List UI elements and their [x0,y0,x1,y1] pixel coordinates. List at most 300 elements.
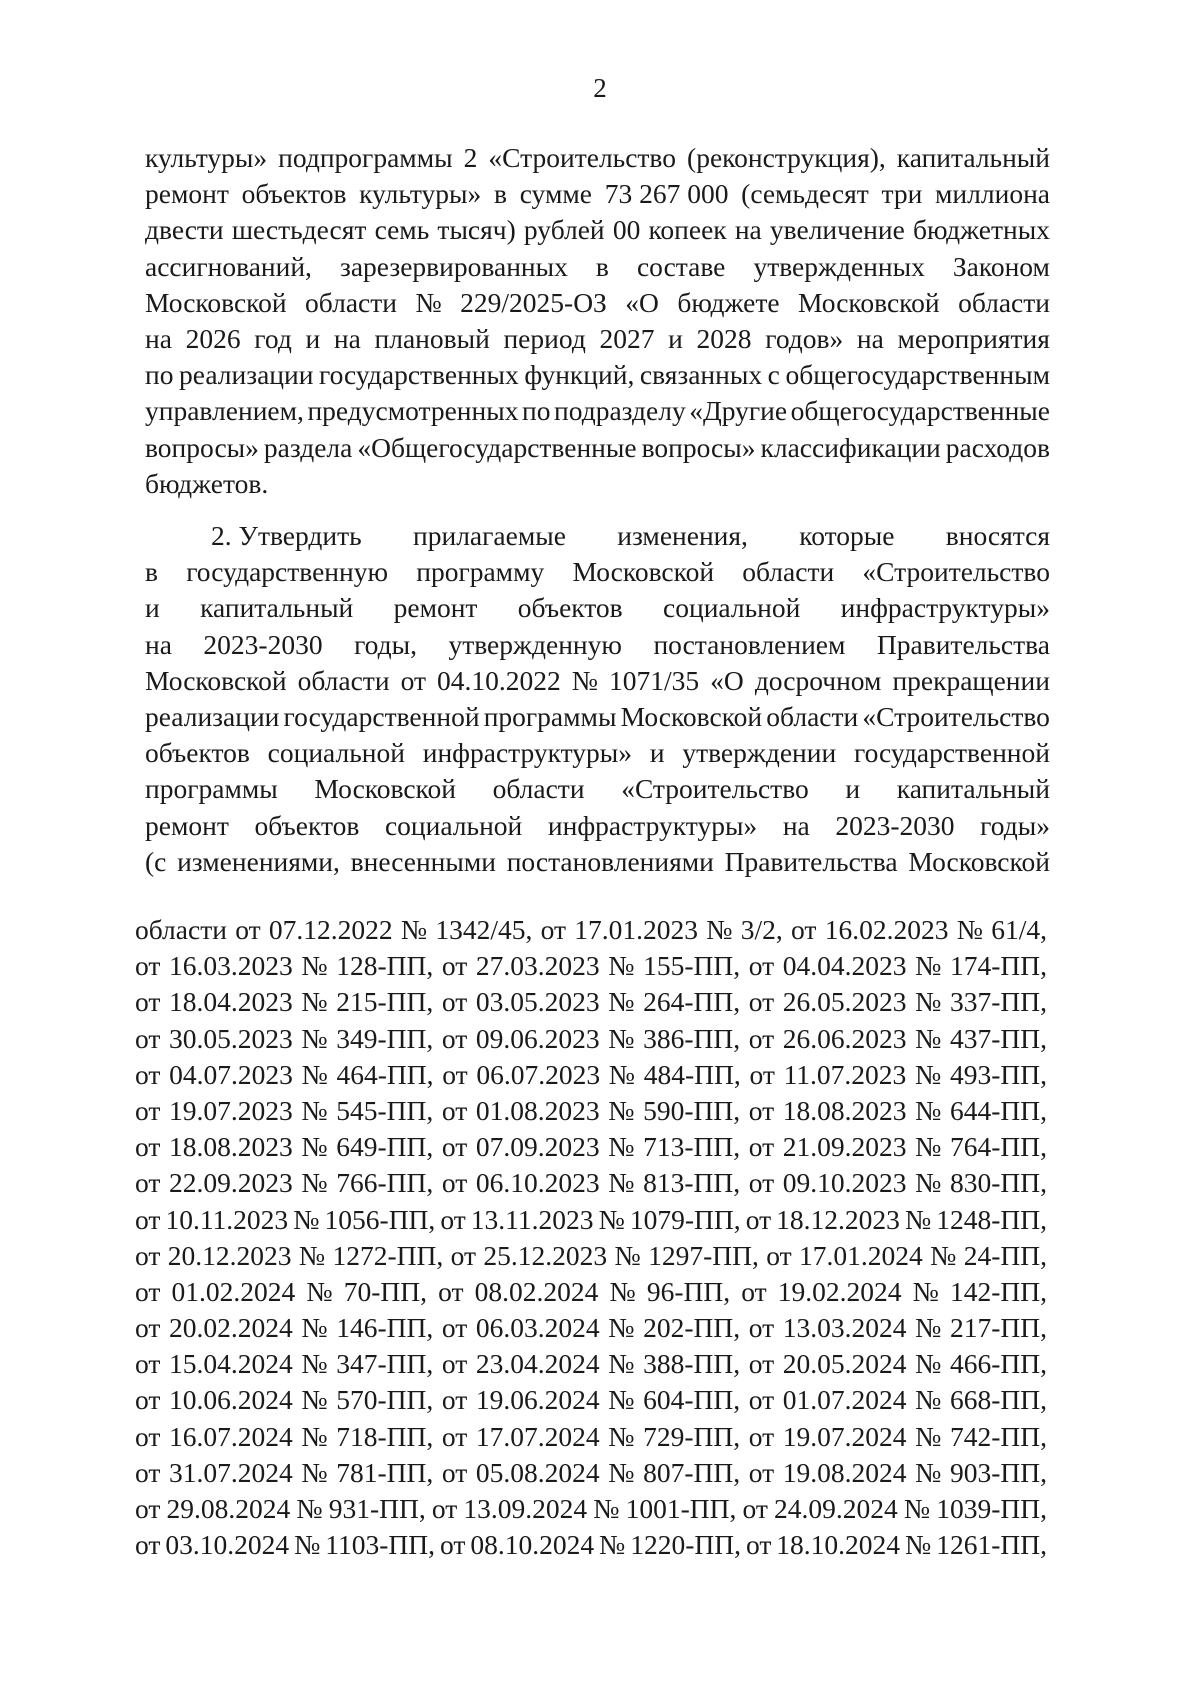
paragraph-budget-allocation [145,140,1050,502]
word: 06.10.2023 [475,1167,600,1199]
word: № [301,1022,328,1054]
word: 23.04.2024 [475,1348,600,1380]
word: общегосударственные [790,395,1050,427]
word: объектов [241,178,347,210]
word: 26.06.2023 [782,1022,907,1054]
word: 215-ПП, [336,986,434,1018]
word: № [571,664,598,696]
word: от [748,1384,775,1416]
word: инфраструктуры» [840,592,1050,624]
word: программы [145,773,278,805]
word: 16.03.2023 [169,950,293,982]
word: 142-ПП, [949,1275,1047,1307]
word: 1342/45, [435,914,533,945]
word: социальной [267,737,405,769]
word: 1220-ПП, [630,1529,741,1561]
word: 264-ПП, [643,986,741,1018]
word: 1103-ПП, [325,1529,435,1561]
word: 229/2025-ОЗ [460,286,607,318]
word: 668-ПП, [949,1384,1047,1416]
text-line [145,627,1050,663]
word: классификации [760,431,941,463]
word: 21.09.2023 [782,1131,907,1163]
word: 31.07.2024 [169,1456,293,1488]
word: № [301,1420,328,1452]
word: 61/4, [991,914,1047,945]
word: 24-ПП, [963,1239,1047,1271]
word: № [593,1493,620,1524]
word: № [614,1239,641,1271]
amendment-line [135,1310,1047,1346]
word: 570-ПП, [336,1384,434,1416]
word: 18.10.2024 [776,1529,901,1561]
text-line [145,285,1050,321]
word: 217-ПП, [949,1312,1047,1344]
word: 903-ПП, [949,1456,1047,1488]
word: (с [145,845,167,877]
word: «Строительство [488,142,676,173]
text-line: бюджетов. [145,467,269,499]
word: 484-ПП, [643,1058,741,1090]
word: 2027 [599,322,655,354]
word: по [145,359,174,391]
word: 1248-ПП, [936,1203,1047,1235]
word: на [333,322,361,354]
word: от [135,1167,161,1199]
word: три [881,178,923,210]
word: № [608,1456,635,1488]
word: 01.07.2024 [782,1384,907,1416]
amendment-line [135,1238,1047,1274]
word: 337-ПП, [949,986,1047,1018]
word: от [441,1348,468,1380]
word: составе [636,250,726,282]
word: № [903,1493,931,1524]
word: и [845,773,861,805]
word: сумме [519,178,592,210]
word: от [748,1022,775,1054]
word: подпрограммы [278,142,453,173]
word: 17.01.2023 [574,914,699,945]
text-line [145,140,1050,176]
word: копеек [648,214,727,246]
word: 17.07.2024 [475,1420,600,1452]
word: от [135,1456,161,1488]
word: № [905,1529,932,1561]
word: ремонт [145,809,229,841]
word: 649-ПП, [336,1131,434,1163]
word: № [608,986,635,1018]
word: увеличение [769,214,905,246]
word: от [749,1058,775,1090]
word: 96-ПП, [646,1275,731,1307]
word: 06.07.2023 [476,1058,601,1090]
word: 813-ПП, [643,1167,741,1199]
word: от [135,1348,161,1380]
word: годов» [765,322,844,354]
word: от [441,1131,468,1163]
word: от [135,1312,161,1344]
word: 146-ПП, [336,1312,434,1344]
amendment-line [135,984,1047,1020]
word: ассигнований, [145,250,312,282]
word: и [305,322,321,354]
word: и [145,592,160,624]
word: реализации [145,700,280,732]
word: 931-ПП, [328,1493,426,1524]
word: от [440,1203,466,1235]
amendment-line [135,1455,1047,1491]
word: № [301,1312,328,1344]
word: 19.07.2024 [782,1420,907,1452]
word: ремонт [145,178,229,210]
word: № [301,1058,328,1090]
word: № [415,286,442,318]
word: 07.09.2023 [475,1131,600,1163]
word: 807-ПП, [643,1456,741,1488]
word: от [441,1456,468,1488]
word: от [748,1420,775,1452]
word: № [306,1275,333,1307]
word: утверждении [682,737,837,769]
word: «О [710,664,744,696]
word: 493-ПП, [949,1058,1047,1090]
word: 128-ПП, [336,950,434,982]
word: 70-ПП, [343,1275,427,1307]
word: 13.03.2024 [782,1312,907,1344]
word: рублей [523,214,605,246]
word: 22.09.2023 [169,1167,293,1199]
word: 15.04.2024 [169,1348,293,1380]
amendment-line [135,1057,1047,1093]
word: семь [374,214,430,246]
text-line [145,663,1050,699]
word: Законом [952,250,1050,282]
word: 13.11.2023 [470,1203,594,1235]
word: которые [799,520,895,551]
word: 04.04.2023 [782,950,907,982]
word: вопросы» [145,431,259,463]
word: 2. Утвердить [211,520,362,551]
word: годы, [354,628,417,660]
word: от [748,950,775,982]
word: по [522,395,551,427]
word: № [301,986,328,1018]
word: от [135,950,161,982]
word: № [915,1384,942,1416]
word: капитальный [896,773,1050,805]
text-line [145,699,1050,735]
word: от [135,1239,161,1271]
word: 06.03.2024 [475,1312,600,1344]
word: 1001-ПП, [625,1493,737,1524]
word: и [649,737,665,769]
word: предусмотренных [307,395,519,427]
text-line [145,321,1050,357]
word: № [706,914,733,945]
word: 437-ПП, [949,1022,1047,1054]
word: от [235,914,261,945]
text-line [145,430,1050,466]
amendment-line [135,1419,1047,1455]
word: 11.07.2023 [783,1058,907,1090]
word: № [298,1239,326,1271]
word: 09.10.2023 [782,1167,907,1199]
word: утвержденных [753,250,925,282]
word: 16.02.2023 [824,914,949,945]
word: № [301,1384,328,1416]
text-line [145,249,1050,285]
word: № [608,1312,635,1344]
word: № [915,1312,942,1344]
word: 713-ПП, [643,1131,741,1163]
text-line [145,393,1050,429]
word: 01.08.2023 [475,1094,600,1126]
word: Московской [798,286,940,318]
word: от [135,1131,161,1163]
word: реализации [179,359,314,391]
word: № [915,1058,942,1090]
word: 20.02.2024 [169,1312,293,1344]
word: от [791,914,817,945]
word: области [766,700,859,732]
word: от [748,1131,775,1163]
word: от [441,1167,468,1199]
word: 781-ПП, [336,1456,434,1488]
word: от [766,1239,792,1271]
word: «Строительство [862,700,1050,732]
word: государственной [854,737,1050,769]
word: 18.08.2023 [782,1094,907,1126]
word: программы [483,700,617,732]
amendment-line [135,912,1047,948]
word: 18.08.2023 [169,1131,293,1163]
word: № [400,914,428,945]
word: от [135,1022,161,1054]
word: 729-ПП, [643,1420,741,1452]
amendment-line [135,1346,1047,1382]
word: № [608,1420,635,1452]
paragraph-approve-changes [145,518,1050,880]
word: от [135,1384,161,1416]
word: области [958,286,1050,318]
word: подразделу [554,395,686,427]
word: «О [625,286,659,318]
word: и [668,322,683,354]
word: № [301,1167,328,1199]
amendment-line [135,1165,1047,1201]
word: 03.10.2024 [165,1529,290,1561]
word: на [145,628,172,660]
word: культуры» [145,142,268,173]
word: от [441,1384,468,1416]
word: 1297-ПП, [648,1239,759,1271]
word: от [742,1493,768,1524]
word: 742-ПП, [949,1420,1047,1452]
word: 09.06.2023 [475,1022,600,1054]
word: постановлениями [506,845,714,877]
text-line [145,590,1050,626]
word: «Общегосударственные [357,431,637,463]
word: в [145,556,158,588]
word: от [441,950,468,982]
word: вопросы» [641,431,756,463]
word: 644-ПП, [949,1094,1047,1126]
word: 18.04.2023 [169,986,293,1018]
word: 19.07.2023 [169,1094,293,1126]
word: мероприятия [897,322,1050,354]
word: функций, [524,359,635,391]
word: на [782,809,810,841]
word: 466-ПП, [949,1348,1047,1380]
word: 04.10.2022 [436,664,561,696]
word: 25.12.2023 [483,1239,608,1271]
word: № [904,1203,932,1235]
word: от [439,1529,466,1561]
word: № [608,950,635,982]
word: 08.10.2024 [470,1529,595,1561]
word: № [915,950,942,982]
word: № [608,1348,635,1380]
word: плановый [374,322,490,354]
amendment-line [135,1274,1047,1310]
word: области [492,773,585,805]
word: бюджете [677,286,780,318]
word: 19.06.2024 [475,1384,600,1416]
text-line [145,212,1050,248]
word: 2 [463,142,478,173]
word: от [748,1348,775,1380]
word: № [296,1493,323,1524]
word: 1071/35 [609,664,700,696]
word: на [856,322,884,354]
word: от [135,1529,161,1561]
word: 73 267 000 [604,178,729,210]
word: 10.11.2023 [165,1203,289,1235]
word: 01.02.2024 [171,1275,296,1307]
word: от [441,1312,468,1344]
word: 764-ПП, [949,1131,1047,1163]
word: 20.05.2024 [782,1348,907,1380]
word: раздела [263,431,353,463]
word: 766-ПП, [336,1167,434,1199]
word: государственной [283,700,480,732]
word: № [294,1529,321,1561]
word: от [748,1094,775,1126]
word: № [608,1022,635,1054]
word: от [450,1239,477,1271]
word: 05.08.2024 [475,1456,600,1488]
word: годы» [980,809,1050,841]
word: 2023-2030 [203,628,323,660]
word: № [915,986,942,1018]
amendments-list [135,912,1047,1563]
word: от [438,1275,464,1307]
text-line [145,554,1050,590]
word: вносятся [945,520,1050,551]
word: от [748,1456,775,1488]
word: Московской [620,700,763,732]
word: управлением, [145,395,304,427]
word: на [145,322,172,354]
amendment-line [135,1382,1047,1418]
word: 590-ПП, [643,1094,741,1126]
word: инфраструктуры» [422,737,633,769]
word: от [135,1275,161,1307]
word: 20.12.2023 [167,1239,292,1271]
word: общегосударственным [785,359,1050,391]
word: 464-ПП, [336,1058,434,1090]
word: от [745,1203,772,1235]
word: 386-ПП, [643,1022,741,1054]
word: тысяч) [437,214,516,246]
word: от [135,986,161,1018]
word: от [748,986,775,1018]
word: культуры» [359,178,482,210]
word: от [441,1022,468,1054]
word: изменениями, [177,845,340,877]
word: внесенными [350,845,496,877]
word: № [293,1203,320,1235]
word: 04.07.2023 [169,1058,293,1090]
word: на [734,214,762,246]
word: инфраструктуры» [547,809,758,841]
word: № [608,1094,635,1126]
amendment-line [135,1202,1047,1238]
word: досрочном [754,664,882,696]
word: 347-ПП, [336,1348,434,1380]
word: № [915,1094,942,1126]
word: капитальный [200,592,354,624]
word: государственных [319,359,519,391]
word: Московской [145,664,287,696]
word: № [915,1022,942,1054]
word: (реконструкция), [687,142,886,173]
text-line [145,808,1050,844]
word: изменения, [617,520,748,551]
word: 24.09.2024 [773,1493,898,1524]
word: от [400,664,426,696]
word: 27.03.2023 [475,950,600,982]
word: прекращении [892,664,1050,696]
word: 718-ПП, [336,1420,434,1452]
word: № [301,1131,328,1163]
amendment-line [135,1491,1047,1527]
text-line [145,176,1050,212]
word: 19.02.2024 [777,1275,902,1307]
text-line [145,518,1050,554]
word: 2026 [185,322,241,354]
word: № [915,1456,942,1488]
word: с [767,359,780,391]
word: социальной [663,592,801,624]
word: 13.09.2024 [463,1493,588,1524]
word: шестьдесят [231,214,367,246]
amendment-line [135,1093,1047,1129]
word: «Другие [689,395,788,427]
word: 1272-ПП, [332,1239,444,1271]
word: № [301,1456,328,1488]
word: от [741,1275,767,1307]
word: от [441,1420,468,1452]
word: 07.12.2022 [268,914,393,945]
word: от [431,1493,458,1524]
text-line [145,357,1050,393]
word: 2023-2030 [835,809,955,841]
word: расходов [945,431,1050,463]
word: Московской [908,845,1050,877]
word: социальной [384,809,523,841]
